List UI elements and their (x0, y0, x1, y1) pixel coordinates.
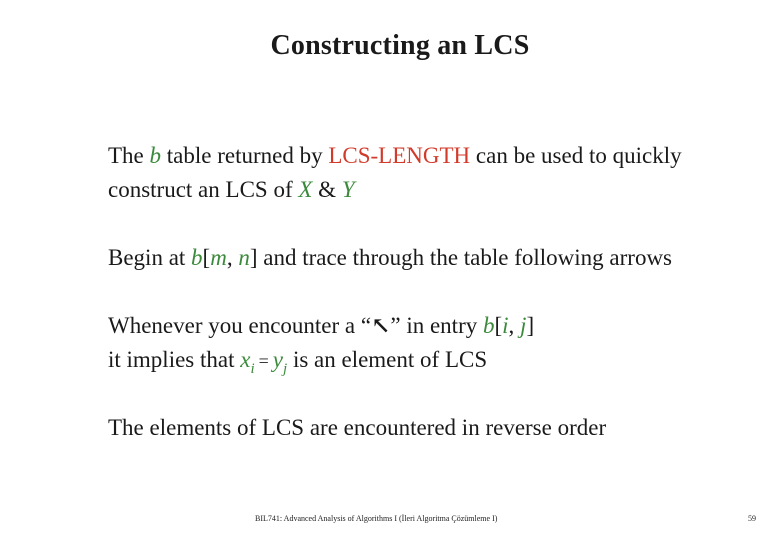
text: , (508, 313, 521, 338)
text: can be used to quickly (470, 143, 682, 168)
subscript-i: i (250, 361, 255, 377)
var-x: x (240, 347, 251, 372)
text: , (226, 245, 239, 270)
slide-title: Constructing an LCS (270, 30, 530, 61)
text: The (108, 143, 150, 168)
var-n: n (238, 245, 250, 270)
text: [ (494, 313, 503, 338)
var-y: Y (341, 177, 355, 202)
function-name: LCS-LENGTH (328, 143, 471, 168)
text: & (312, 177, 342, 202)
var-y: y (272, 347, 284, 372)
var-b: b (191, 245, 203, 270)
var-m: m (210, 245, 227, 270)
footer-course: BIL741: Advanced Analysis of Algorithms I (İleri Algoritma Çözümleme I) (255, 514, 498, 523)
page-number: 59 (748, 514, 756, 523)
line-b-table (108, 144, 682, 167)
text: The elements of LCS are encountered in reverse order (108, 415, 607, 440)
text: table returned by (161, 143, 329, 168)
text: it implies that (108, 347, 241, 372)
line-reverse-order (108, 416, 606, 439)
diagonal-arrow-icon: ↖ (371, 313, 391, 338)
text: Whenever you encounter a “ (108, 313, 372, 338)
var-i: i (502, 313, 509, 338)
line-construct (108, 178, 355, 201)
text: construct an LCS of (108, 177, 299, 202)
line-begin (108, 246, 672, 269)
equals-sign: = (258, 351, 269, 371)
text: ] (526, 313, 535, 338)
line-implies (108, 347, 488, 377)
text: ] and trace through the table following arrows (249, 245, 673, 270)
var-b: b (149, 143, 162, 168)
line-whenever (108, 314, 534, 337)
var-b: b (482, 313, 495, 338)
var-x: X (298, 177, 313, 202)
text: ” in entry (390, 313, 483, 338)
var-j: j (520, 313, 527, 338)
subscript-j: j (283, 361, 288, 377)
text: [ (202, 245, 211, 270)
text: Begin at (108, 245, 192, 270)
text: is an element of LCS (287, 347, 488, 372)
